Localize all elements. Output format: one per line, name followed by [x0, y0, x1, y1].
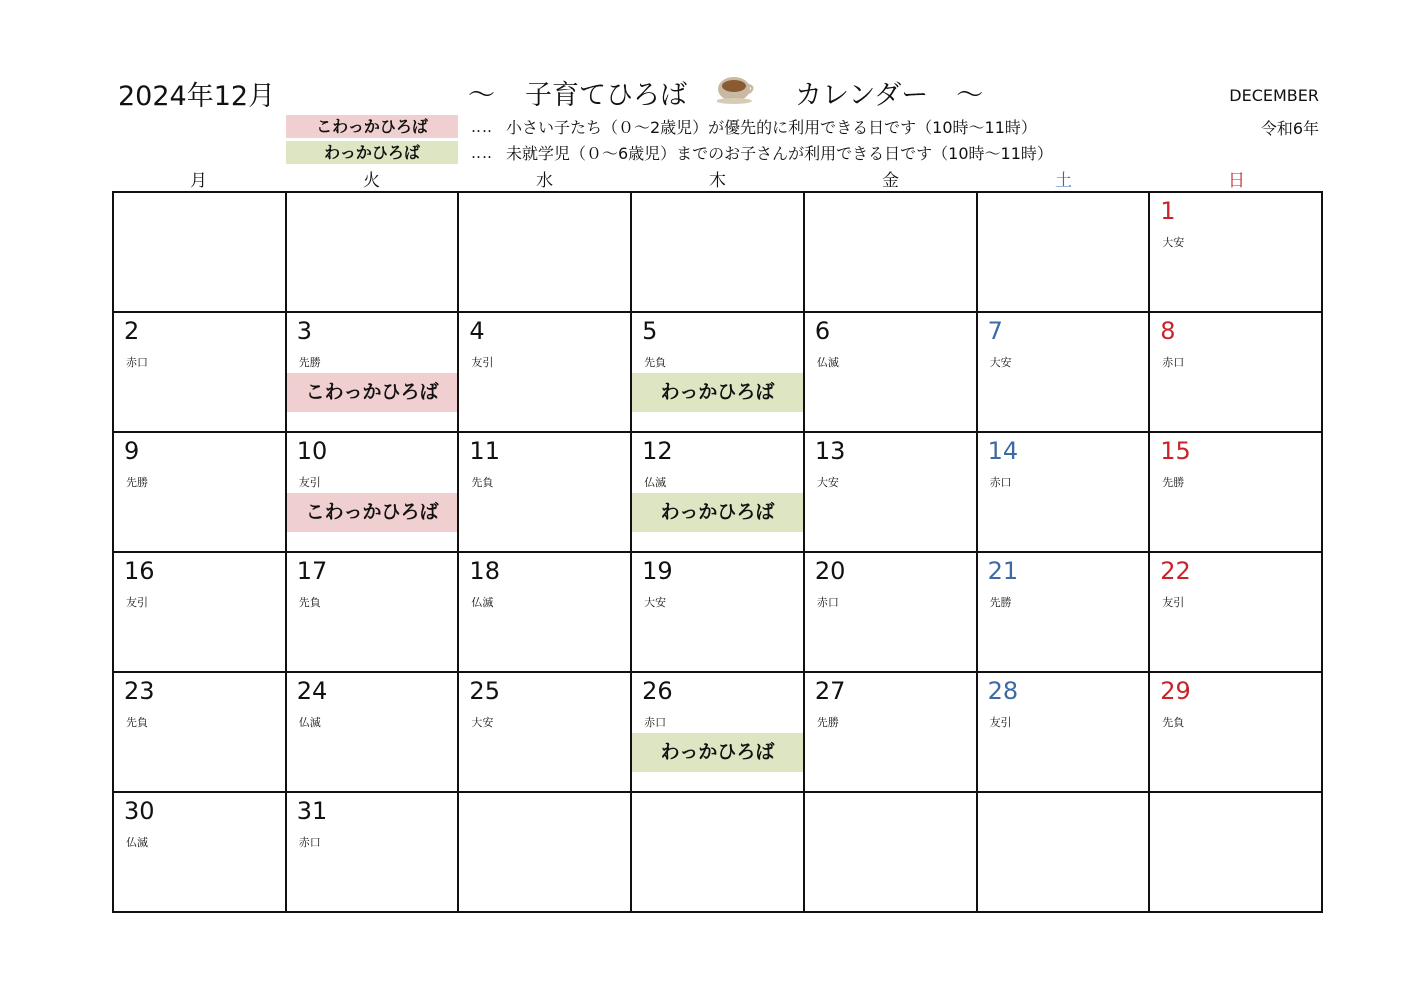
day-number: 29: [1160, 677, 1191, 705]
day-number: 9: [124, 437, 140, 465]
day-number: 20: [814, 557, 846, 585]
weekday-mon: 月: [190, 171, 207, 191]
day-number: 24: [296, 677, 328, 705]
day-cell: [978, 553, 1151, 673]
day-cell: [287, 793, 460, 913]
rokuyo-label: 赤口: [644, 716, 667, 729]
rokuyo-label: 先負: [644, 356, 667, 369]
era-year: 令和6年: [1260, 119, 1319, 138]
day-number: 4: [469, 317, 485, 345]
day-number: 7: [987, 317, 1003, 345]
rokuyo-label: 大安: [816, 476, 839, 489]
legend-row-wakka: [286, 141, 1053, 164]
day-number: 17: [296, 557, 328, 585]
day-number: 11: [469, 437, 500, 465]
day-cell: [114, 793, 287, 913]
day-cell: [287, 313, 460, 433]
day-cell: [805, 673, 978, 793]
day-number: 21: [987, 557, 1019, 585]
rokuyo-label: 仏滅: [471, 596, 494, 609]
event-badge: わっかひろば: [632, 493, 803, 532]
month-label: 2024年12月: [118, 81, 276, 112]
empty-day-cell: [632, 793, 805, 913]
weekday-sun: 日: [1228, 171, 1245, 191]
day-cell: [459, 673, 632, 793]
rokuyo-label: 赤口: [989, 476, 1012, 489]
day-cell: [1150, 193, 1323, 313]
day-number: 6: [814, 317, 831, 345]
rokuyo-label: 友引: [471, 356, 494, 369]
weekday-wed: 水: [536, 171, 553, 191]
day-number: 18: [469, 557, 500, 585]
day-cell: [978, 313, 1151, 433]
day-cell: [459, 433, 632, 553]
rokuyo-label: 先負: [126, 716, 148, 729]
day-cell: [632, 313, 805, 433]
empty-day-cell: [114, 193, 287, 313]
weekday-thu: 木: [709, 171, 726, 191]
day-cell: [287, 673, 460, 793]
day-number: 12: [642, 437, 673, 465]
rokuyo-label: 先勝: [298, 356, 321, 369]
rokuyo-label: 仏滅: [126, 836, 148, 849]
day-cell: [459, 553, 632, 673]
legend-description: 小さい子たち（０～2歳児）が優先的に利用できる日です（10時～11時）: [506, 118, 1037, 137]
day-number: 13: [814, 437, 846, 465]
event-badge: わっかひろば: [632, 733, 803, 772]
empty-day-cell: [287, 193, 460, 313]
rokuyo-label: 赤口: [298, 836, 321, 849]
day-cell: [1150, 673, 1323, 793]
day-cell: [632, 673, 805, 793]
title-main: 子育てひろば: [525, 80, 687, 111]
rokuyo-label: 先勝: [126, 476, 148, 489]
title-sub: カレンダー: [795, 80, 929, 111]
weekday-header: [112, 166, 1323, 191]
empty-day-cell: [632, 193, 805, 313]
rokuyo-label: 赤口: [126, 356, 148, 369]
day-cell: [632, 553, 805, 673]
rokuyo-label: 先負: [471, 476, 494, 489]
rokuyo-label: 先勝: [1162, 476, 1185, 489]
title-tilde-right: ～: [956, 80, 984, 111]
day-cell: [1150, 433, 1323, 553]
empty-day-cell: [1150, 793, 1323, 913]
rokuyo-label: 赤口: [1162, 356, 1185, 369]
day-cell: [287, 553, 460, 673]
coffee-cup-icon: [717, 72, 757, 113]
rokuyo-label: 先勝: [816, 716, 839, 729]
rokuyo-label: 仏滅: [644, 476, 667, 489]
legend-dots: ‥‥: [470, 117, 494, 136]
page-title: [468, 72, 983, 113]
rokuyo-label: 赤口: [816, 596, 839, 609]
day-cell: [1150, 313, 1323, 433]
empty-day-cell: [978, 793, 1151, 913]
rokuyo-label: 大安: [989, 356, 1012, 369]
day-cell: [114, 553, 287, 673]
empty-day-cell: [459, 793, 632, 913]
empty-day-cell: [459, 193, 632, 313]
day-number: 19: [642, 557, 673, 585]
day-number: 1: [1160, 197, 1176, 225]
day-cell: [287, 433, 460, 553]
rokuyo-label: 先負: [1162, 716, 1185, 729]
day-cell: [114, 673, 287, 793]
month-en: DECEMBER: [1229, 86, 1319, 105]
event-badge: こわっかひろば: [287, 493, 458, 532]
day-number: 23: [124, 677, 155, 705]
legend-chip: こわっかひろば: [286, 115, 458, 138]
day-number: 31: [296, 797, 328, 825]
rokuyo-label: 友引: [126, 596, 148, 609]
day-cell: [805, 313, 978, 433]
empty-day-cell: [978, 193, 1151, 313]
empty-day-cell: [805, 793, 978, 913]
rokuyo-label: 友引: [298, 476, 321, 489]
legend-chip: わっかひろば: [286, 141, 458, 164]
day-number: 30: [124, 797, 155, 825]
legend-description: 未就学児（０～6歳児）までのお子さんが利用できる日です（10時～11時）: [506, 144, 1053, 163]
rokuyo-label: 大安: [471, 716, 494, 729]
day-number: 28: [987, 677, 1019, 705]
rokuyo-label: 先勝: [989, 596, 1012, 609]
day-cell: [459, 313, 632, 433]
day-number: 5: [642, 317, 658, 345]
day-cell: [1150, 553, 1323, 673]
day-number: 22: [1160, 557, 1191, 585]
day-number: 3: [296, 317, 312, 345]
day-number: 25: [469, 677, 500, 705]
legend-row-kowakka: [286, 115, 1037, 138]
day-cell: [978, 673, 1151, 793]
day-cell: [978, 433, 1151, 553]
day-number: 10: [296, 437, 328, 465]
weekday-tue: 火: [363, 171, 380, 191]
calendar-grid: [112, 191, 1323, 913]
event-badge: こわっかひろば: [287, 373, 458, 412]
rokuyo-label: 大安: [644, 596, 667, 609]
day-number: 16: [124, 557, 155, 585]
day-number: 15: [1160, 437, 1191, 465]
rokuyo-label: 先負: [298, 596, 321, 609]
weekday-fri: 金: [882, 171, 899, 191]
rokuyo-label: 友引: [989, 716, 1012, 729]
event-badge: わっかひろば: [632, 373, 803, 412]
day-cell: [114, 313, 287, 433]
rokuyo-label: 大安: [1162, 236, 1185, 249]
day-cell: [632, 433, 805, 553]
weekday-sat: 土: [1055, 171, 1072, 191]
day-number: 27: [814, 677, 846, 705]
day-number: 14: [987, 437, 1019, 465]
rokuyo-label: 仏滅: [816, 356, 839, 369]
empty-day-cell: [805, 193, 978, 313]
rokuyo-label: 仏滅: [298, 716, 321, 729]
day-cell: [805, 433, 978, 553]
title-tilde-left: ～: [468, 80, 495, 111]
day-number: 8: [1160, 317, 1176, 345]
rokuyo-label: 友引: [1162, 596, 1185, 609]
day-number: 2: [124, 317, 140, 345]
day-number: 26: [642, 677, 673, 705]
day-cell: [805, 553, 978, 673]
day-cell: [114, 433, 287, 553]
legend-dots: ‥‥: [470, 143, 494, 162]
